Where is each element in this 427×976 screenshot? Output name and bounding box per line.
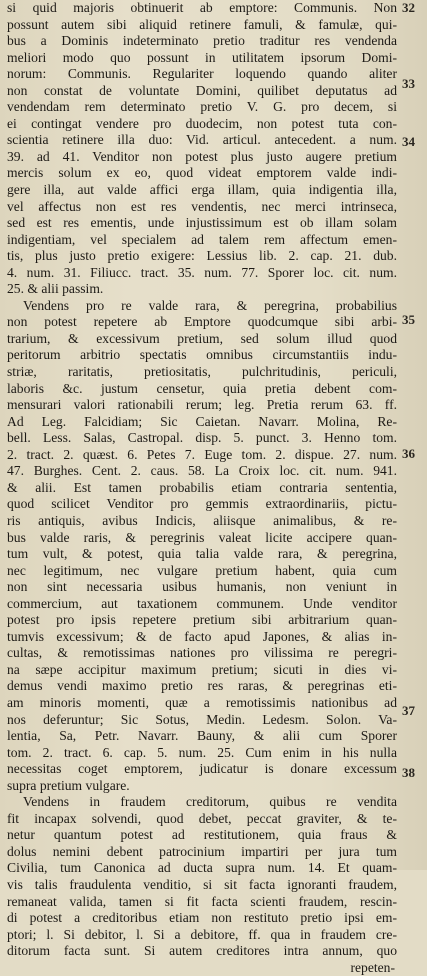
text-line: netur quantum potest ad restitutionem, quia fraus & <box>7 827 397 843</box>
margin-number: 35 <box>402 312 415 327</box>
catchword: repeten- <box>350 959 395 975</box>
margin-number: 36 <box>402 446 415 461</box>
paragraph <box>7 0 397 298</box>
text-line: Vendens in fraudem creditorum, quibus re vendita <box>23 794 397 810</box>
text-line: ptori; l. Si debitor, l. Si a debitore, ff. qua in fraudem cre- <box>7 926 397 942</box>
margin-number: 33 <box>402 76 415 91</box>
text-line: nec legitimum, nec vulgare pretium habent, quia cum <box>7 562 397 578</box>
text-line: na sæpe accipitur maximum pretium; sicuti in dies vi- <box>7 661 397 677</box>
text-line: 2. tract. 2. quæst. 6. Petes 7. Euge tom. 2. dispue. 27. num. <box>7 446 397 462</box>
text-line: trarium, & excessivum pretium, sed solum illud quod <box>7 330 397 346</box>
text-line: fit incapax solvendi, quod debet, peccat graviter, & te- <box>7 810 397 826</box>
text-line: gere illa, aut valde affici erga illam, quia indigentia illa, <box>7 182 397 198</box>
text-line: 4. num. 31. Filiucc. tract. 35. num. 77. Sporer loc. cit. num. <box>7 264 397 280</box>
text-line: peritorum arbitrio spectatis omnibus circumstantiis indu- <box>7 347 397 363</box>
text-line: striæ, raritatis, pretiositatis, pulchritudinis, periculi, <box>7 364 397 380</box>
text-line: tis, plus justo pretio exigere: Lessius lib. 2. cap. 21. dub. <box>7 248 397 264</box>
text-line: ei contingat vendere pro duodecim, non potest tuta con- <box>7 115 397 131</box>
text-line: Ad Leg. Falcidiam; Sic Caietan. Navarr. Molina, Re- <box>7 413 397 429</box>
text-line: non constat de voluntate Domini, quilibet deputatus ad <box>7 82 397 98</box>
text-line: supra pretium vulgare. <box>7 777 130 793</box>
body-text <box>7 0 397 976</box>
text-line: tum vult, & potest, quia talia valde rara, & peregrina, <box>7 546 397 562</box>
text-line: meliori modo quo possunt in utilitatem ipsorum Domi- <box>7 49 397 65</box>
text-line: vel affectus non est res vendentis, nec merci intrinseca, <box>7 198 397 214</box>
margin-number: 38 <box>402 765 415 780</box>
text-line: 39. ad 41. Venditor non potest plus justo augere pretium <box>7 148 397 164</box>
text-line: di potest a creditoribus etiam non restituto pretio ipsi em- <box>7 910 397 926</box>
text-line: laboris &c. justum censetur, quia pretia debent com- <box>7 380 397 396</box>
text-line: vis talis fraudulenta venditio, si sit facta ignoranti fraudem, <box>7 876 397 892</box>
text-line: 47. Burghes. Cent. 2. caus. 58. La Croix loc. cit. num. 941. <box>7 463 397 479</box>
text-line: cultas, & remotissimas nationes pro vilissima re peregri- <box>7 645 397 661</box>
text-line: possunt autem sibi aliquid retinere famuli, & famulæ, qui- <box>7 16 397 32</box>
text-line: indigentiam, vel specialem ad talem rem affectum emen- <box>7 231 397 247</box>
paragraph <box>7 298 397 794</box>
text-line: tom. 2. tract. 6. cap. 5. num. 25. Cum enim in his nulla <box>7 744 397 760</box>
text-line: bell. Less. Salas, Castropal. disp. 5. punct. 3. Henno tom. <box>7 430 397 446</box>
text-line: Civilia, tum Canonica ad ducta supra num. 14. Et quam- <box>7 860 397 876</box>
text-line: tumvis excessivum; & de facto apud Japones, & alias in- <box>7 628 397 644</box>
text-line: necessitas coget emptorem, judicatur is donare excessum <box>7 761 397 777</box>
text-line: bus a Dominis indeterminato pretio traditur res vendenda <box>7 33 397 49</box>
text-line: vendendam rem determinato pretio V. G. pro decem, si <box>7 99 397 115</box>
text-line: remaneat valida, tamen si fit facta scienti fraudem, rescin- <box>7 893 397 909</box>
text-line: mercis solum ex eo, quod videat emptorem valde indi- <box>7 165 397 181</box>
text-line: dolus nemini debent patrocinium impartiri per jura tum <box>7 843 397 859</box>
text-line: bus valde raris, & peregrinis valeat licite accipere quan- <box>7 529 397 545</box>
text-line: nos deferuntur; Sic Sotus, Medin. Ledesm. Solon. Va- <box>7 711 397 727</box>
text-line: non sint necessaria usibus humanis, non veniunt in <box>7 579 397 595</box>
text-line: ris antiquis, avibus Indicis, aliisque animalibus, & re- <box>7 512 397 528</box>
text-line: & alii. Est tamen probabilis etiam contraria sententia, <box>7 479 397 495</box>
text-line: commercium, aut taxationem communem. Unde venditor <box>7 595 397 611</box>
text-line: Vendens pro re valde rara, & peregrina, probabilius <box>23 297 397 313</box>
text-line: norum: Communis. Regulariter loquendo quando aliter <box>7 66 397 82</box>
margin-number: 37 <box>402 703 415 718</box>
paragraph <box>7 794 397 959</box>
text-line: potest pro ipsis repetere pretium sibi arbitrarium quan- <box>7 612 397 628</box>
text-line: 25. & alii passim. <box>7 281 104 297</box>
text-line: lentia, Sa, Petr. Navarr. Bauny, & alii cum Sporer <box>7 728 397 744</box>
text-line: scientia retinere illa duo: Vid. articul. antecedent. a num. <box>7 132 397 148</box>
text-line: sed est res ementis, unde injustissimum est ob illam solam <box>7 215 397 231</box>
text-line: am minoris momenti, quæ a remotissimis nationibus ad <box>7 694 397 710</box>
text-line: demus vendi maximo pretio res raras, & peregrinas eti- <box>7 678 397 694</box>
text-line: quod scilicet Venditor pro gemmis extraordinariis, pictu- <box>7 496 397 512</box>
text-line: ditorum facta sunt. Si autem creditores intra annum, quo <box>7 943 397 959</box>
text-line: non potest repetere ab Emptore quodcumque sibi arbi- <box>7 314 397 330</box>
text-line: mensurari valori rationabili rerum; leg. Pretia rerum 63. ff. <box>7 397 397 413</box>
text-line: si quid majoris obtinuerit ab emptore: Communis. Non <box>7 0 397 15</box>
margin-number: 34 <box>402 134 415 149</box>
margin-number: 32 <box>402 0 415 15</box>
